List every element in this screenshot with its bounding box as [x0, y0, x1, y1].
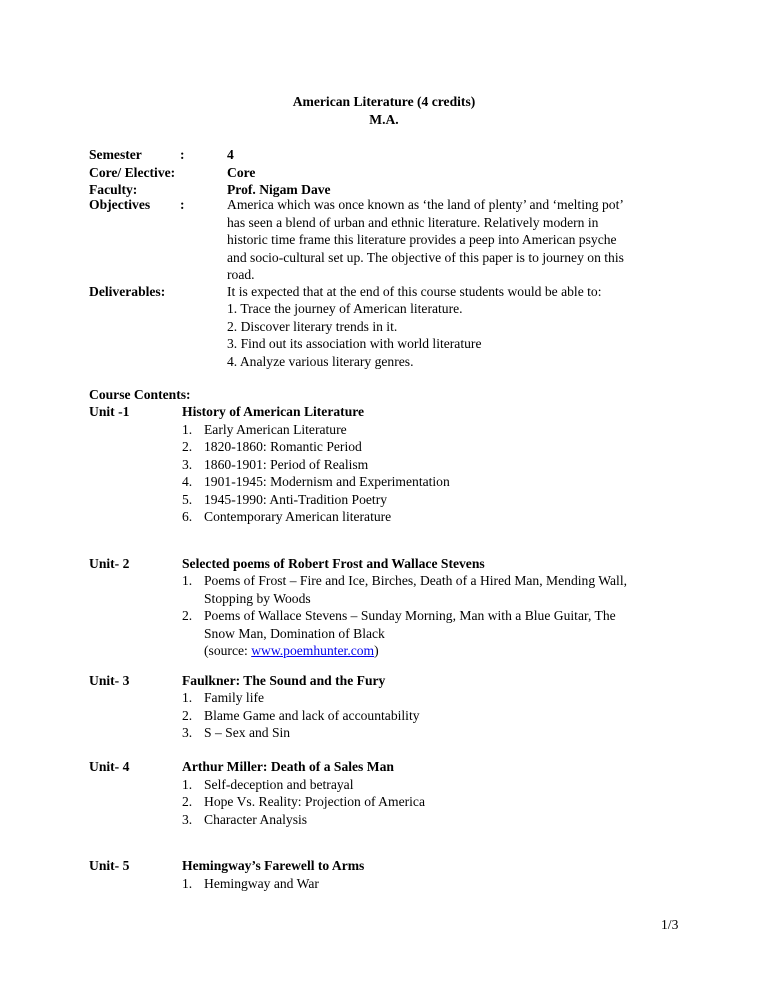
- list-number: 3.: [182, 457, 193, 472]
- list-number: 2.: [182, 708, 193, 723]
- list-item: Hope Vs. Reality: Projection of America: [204, 794, 425, 809]
- faculty-value: Prof. Nigam Dave: [227, 182, 331, 197]
- list-item: 1901-1945: Modernism and Experimentation: [204, 474, 450, 489]
- list-item: Contemporary American literature: [204, 509, 392, 524]
- deliverables-line: It is expected that at the end of this course students would be able to:: [227, 284, 602, 299]
- source-suffix: ): [374, 643, 379, 658]
- list-number: 2.: [182, 608, 193, 623]
- list-number: 3.: [182, 812, 193, 827]
- list-number: 1.: [182, 690, 193, 705]
- list-number: 1.: [182, 876, 193, 891]
- list-item: Family life: [204, 690, 265, 705]
- unit-title: Arthur Miller: Death of a Sales Man: [182, 759, 394, 774]
- deliverables-line: 4. Analyze various literary genres.: [227, 354, 414, 369]
- objectives-line: has seen a blend of urban and ethnic literature. Relatively modern in: [227, 215, 599, 230]
- faculty-label: Faculty:: [89, 182, 138, 197]
- deliverables-line: 1. Trace the journey of American literature.: [227, 301, 463, 316]
- unit-title: Hemingway’s Farewell to Arms: [182, 858, 365, 873]
- list-item: S – Sex and Sin: [204, 725, 291, 740]
- list-item: Character Analysis: [204, 812, 308, 827]
- list-item: 1860-1901: Period of Realism: [204, 457, 369, 472]
- list-item: Blame Game and lack of accountability: [204, 708, 420, 723]
- core-elective-label: Core/ Elective:: [89, 165, 176, 180]
- source-prefix: (source:: [204, 643, 252, 658]
- list-item: Hemingway and War: [204, 876, 319, 891]
- semester-label: Semester: [89, 147, 142, 162]
- core-elective-value: Core: [227, 165, 256, 180]
- semester-value: 4: [227, 147, 234, 162]
- deliverables-line: 3. Find out its association with world literature: [227, 336, 482, 351]
- objectives-line: America which was once known as ‘the land of plenty’ and ‘melting pot’: [227, 197, 624, 212]
- course-contents-heading: Course Contents:: [89, 387, 191, 402]
- list-item: Self-deception and betrayal: [204, 777, 354, 792]
- document-title: American Literature (4 credits): [292, 94, 476, 109]
- unit-label: Unit -1: [89, 404, 130, 419]
- list-item: Early American Literature: [204, 422, 347, 437]
- document-subtitle: M.A.: [369, 112, 399, 127]
- unit-label: Unit- 3: [89, 673, 130, 688]
- list-number: 1.: [182, 573, 193, 588]
- unit-label: Unit- 4: [89, 759, 130, 774]
- semester-sep: :: [180, 147, 185, 162]
- list-number: 2.: [182, 794, 193, 809]
- list-number: 3.: [182, 725, 193, 740]
- deliverables-label: Deliverables:: [89, 284, 166, 299]
- poemhunter-link[interactable]: www.poemhunter.com: [251, 643, 375, 658]
- unit-label: Unit- 2: [89, 556, 130, 571]
- objectives-line: historic time frame this literature provides a peep into American psyche: [227, 232, 617, 247]
- list-number: 4.: [182, 474, 193, 489]
- source-line: [204, 642, 379, 659]
- list-number: 5.: [182, 492, 193, 507]
- list-item-continuation: Stopping by Woods: [204, 591, 311, 606]
- unit-title: Faulkner: The Sound and the Fury: [182, 673, 386, 688]
- objectives-sep: :: [180, 197, 185, 212]
- list-number: 6.: [182, 509, 193, 524]
- deliverables-line: 2. Discover literary trends in it.: [227, 319, 398, 334]
- objectives-line: and socio-cultural set up. The objective of this paper is to journey on this: [227, 250, 624, 265]
- list-number: 1.: [182, 777, 193, 792]
- unit-title: History of American Literature: [182, 404, 365, 419]
- objectives-label: Objectives: [89, 197, 151, 212]
- unit-title: Selected poems of Robert Frost and Wallace Stevens: [182, 556, 485, 571]
- list-item: 1820-1860: Romantic Period: [204, 439, 362, 454]
- list-item: 1945-1990: Anti-Tradition Poetry: [204, 492, 388, 507]
- list-number: 1.: [182, 422, 193, 437]
- objectives-line: road.: [227, 267, 255, 282]
- unit-label: Unit- 5: [89, 858, 130, 873]
- list-item-continuation: Snow Man, Domination of Black: [204, 626, 385, 641]
- list-number: 2.: [182, 439, 193, 454]
- list-item: Poems of Frost – Fire and Ice, Birches, Death of a Hired Man, Mending Wall,: [204, 573, 627, 588]
- page-number: 1/3: [661, 917, 679, 932]
- list-item: Poems of Wallace Stevens – Sunday Morning, Man with a Blue Guitar, The: [204, 608, 616, 623]
